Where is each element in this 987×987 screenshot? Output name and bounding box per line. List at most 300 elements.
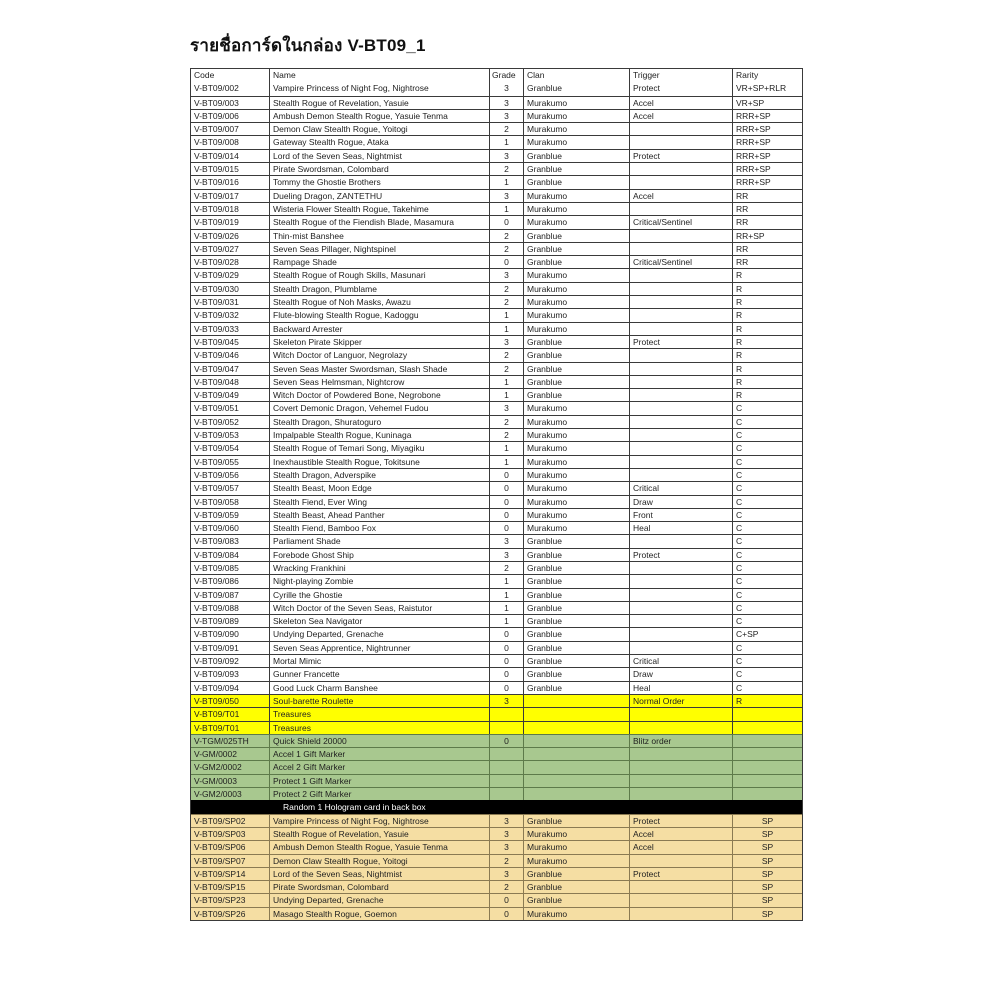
cell-trigger: Protect xyxy=(629,549,732,561)
table-row xyxy=(191,495,802,508)
cell-grade xyxy=(489,775,523,787)
cell-trigger xyxy=(629,628,732,640)
cell-clan: Granblue xyxy=(523,163,629,175)
table-row xyxy=(191,774,802,787)
cell-code: V-BT09/018 xyxy=(194,203,239,214)
cell-name: Stealth Rogue of Revelation, Yasuie xyxy=(269,828,489,840)
cell-code: V-BT09/085 xyxy=(194,562,239,573)
cell-code: V-BT09/086 xyxy=(194,576,239,587)
table-row xyxy=(191,481,802,494)
cell-name: Tommy the Ghostie Brothers xyxy=(269,176,489,188)
cell-name: Witch Doctor of Languor, Negrolazy xyxy=(269,349,489,361)
cell-rarity: RR xyxy=(732,203,802,215)
cell-rarity: R xyxy=(732,389,802,401)
cell-clan: Murakumo xyxy=(523,416,629,428)
cell-trigger xyxy=(629,296,732,308)
cell-trigger xyxy=(629,269,732,281)
cell-clan: Granblue xyxy=(523,82,629,95)
cell-trigger xyxy=(629,136,732,148)
cell-code: V-BT09/SP06 xyxy=(191,841,269,853)
table-row xyxy=(191,82,802,95)
cell-clan: Granblue xyxy=(523,176,629,188)
cell-grade: 2 xyxy=(489,349,523,361)
cell-code: V-BT09/SP07 xyxy=(191,855,269,867)
cell-trigger xyxy=(629,881,732,893)
table-row xyxy=(191,601,802,614)
cell-trigger: Heal xyxy=(629,682,732,694)
cell-rarity xyxy=(732,775,802,787)
cell-code: V-BT09/007 xyxy=(194,124,239,135)
table-row xyxy=(191,667,802,680)
cell-rarity xyxy=(732,748,802,760)
cell-grade: 1 xyxy=(489,203,523,215)
cell-grade: 1 xyxy=(489,309,523,321)
cell-clan: Granblue xyxy=(523,602,629,614)
cell-name: Witch Doctor of Powdered Bone, Negrobone xyxy=(269,389,489,401)
cell-code: V-BT09/051 xyxy=(194,403,239,414)
cell-rarity: RR xyxy=(732,190,802,202)
cell-name: Parliament Shade xyxy=(269,535,489,547)
cell-rarity xyxy=(732,722,802,734)
cell-name: Stealth Rogue of Revelation, Yasuie xyxy=(269,97,489,109)
cell-name: Stealth Beast, Moon Edge xyxy=(269,482,489,494)
cell-grade: 2 xyxy=(489,243,523,255)
cell-grade: 0 xyxy=(489,668,523,680)
cell-trigger xyxy=(629,230,732,242)
cell-grade: 0 xyxy=(489,642,523,654)
cell-grade: 1 xyxy=(489,323,523,335)
section-divider-label: Random 1 Hologram card in back box xyxy=(283,802,426,813)
cell-trigger: Accel xyxy=(629,828,732,840)
table-row xyxy=(191,654,802,667)
table-row xyxy=(191,508,802,521)
cell-code: V-BT09/SP03 xyxy=(191,828,269,840)
cell-trigger xyxy=(629,363,732,375)
cell-grade: 1 xyxy=(489,575,523,587)
cell-rarity: R xyxy=(732,269,802,281)
cell-trigger: Draw xyxy=(629,496,732,508)
cell-rarity: RR xyxy=(732,216,802,228)
cell-code: V-GM/0003 xyxy=(191,775,269,787)
cell-grade: 3 xyxy=(489,815,523,827)
cell-grade: 2 xyxy=(489,855,523,867)
cell-grade xyxy=(489,748,523,760)
cell-code: V-BT09/088 xyxy=(194,602,239,613)
cell-rarity: C xyxy=(732,509,802,521)
table-row xyxy=(191,548,802,561)
cell-grade: 1 xyxy=(489,376,523,388)
cell-rarity: C xyxy=(732,602,802,614)
cell-clan: Murakumo xyxy=(523,269,629,281)
cell-grade: 3 xyxy=(489,336,523,348)
table-row xyxy=(191,255,802,268)
cell-trigger: Critical/Sentinel xyxy=(629,256,732,268)
cell-grade: 3 xyxy=(489,110,523,122)
cell-code: V-BT09/008 xyxy=(194,137,239,148)
cell-grade: 0 xyxy=(489,256,523,268)
cell-grade: 1 xyxy=(489,615,523,627)
cell-trigger xyxy=(629,203,732,215)
cell-clan: Granblue xyxy=(523,868,629,880)
cell-name: Stealth Beast, Ahead Panther xyxy=(269,509,489,521)
cell-trigger: Accel xyxy=(629,110,732,122)
cell-trigger xyxy=(629,602,732,614)
table-row xyxy=(191,375,802,388)
table-row xyxy=(191,521,802,534)
cell-grade: 3 xyxy=(489,97,523,109)
cell-trigger xyxy=(629,389,732,401)
cell-trigger xyxy=(629,908,732,920)
cell-name: Stealth Rogue of Temari Song, Miyagiku xyxy=(269,442,489,454)
cell-rarity: C xyxy=(732,442,802,454)
cell-code: V-BT09/SP26 xyxy=(191,908,269,920)
cell-rarity: RR xyxy=(732,243,802,255)
cell-grade: 0 xyxy=(489,216,523,228)
table-row xyxy=(191,760,802,773)
cell-trigger xyxy=(629,575,732,587)
cell-clan xyxy=(523,722,629,734)
cell-rarity: R xyxy=(732,296,802,308)
cell-name: Stealth Rogue of the Fiendish Blade, Masamura xyxy=(269,216,489,228)
cell-rarity: SP xyxy=(732,908,802,920)
cell-name: Gunner Francette xyxy=(269,668,489,680)
cell-clan: Murakumo xyxy=(523,123,629,135)
cell-rarity: R xyxy=(732,323,802,335)
table-row xyxy=(191,362,802,375)
cell-clan: Murakumo xyxy=(523,216,629,228)
cell-rarity: RR+SP xyxy=(732,230,802,242)
cell-trigger xyxy=(629,894,732,906)
cell-code: V-BT09/032 xyxy=(194,310,239,321)
table-row xyxy=(191,109,802,122)
table-row xyxy=(191,441,802,454)
column-header-name: Name xyxy=(269,69,489,82)
cell-name: Flute-blowing Stealth Rogue, Kadoggu xyxy=(269,309,489,321)
cell-trigger xyxy=(629,402,732,414)
cell-clan: Granblue xyxy=(523,150,629,162)
cell-clan: Granblue xyxy=(523,815,629,827)
cell-code: V-BT09/049 xyxy=(194,390,239,401)
cell-rarity: C xyxy=(732,668,802,680)
cell-trigger xyxy=(629,748,732,760)
cell-rarity: RRR+SP xyxy=(732,176,802,188)
cell-name: Skeleton Sea Navigator xyxy=(269,615,489,627)
cell-trigger xyxy=(629,309,732,321)
table-row xyxy=(191,893,802,906)
cell-name: Soul-barette Roulette xyxy=(269,695,489,707)
cell-rarity: SP xyxy=(732,894,802,906)
cell-trigger: Protect xyxy=(629,868,732,880)
cell-rarity: R xyxy=(732,695,802,707)
cell-rarity: C xyxy=(732,655,802,667)
cell-rarity: C xyxy=(732,456,802,468)
cell-name: Seven Seas Apprentice, Nightrunner xyxy=(269,642,489,654)
cell-trigger xyxy=(629,775,732,787)
cell-trigger: Accel xyxy=(629,97,732,109)
cell-name: Rampage Shade xyxy=(269,256,489,268)
table-row xyxy=(191,574,802,587)
cell-grade xyxy=(489,761,523,773)
cell-clan: Granblue xyxy=(523,894,629,906)
table-body xyxy=(191,82,802,920)
column-header-code: Code xyxy=(194,70,215,80)
table-row xyxy=(191,734,802,747)
cell-grade: 0 xyxy=(489,735,523,747)
cell-name: Stealth Fiend, Ever Wing xyxy=(269,496,489,508)
cell-rarity: C xyxy=(732,496,802,508)
cell-code: V-BT09/SP02 xyxy=(191,815,269,827)
cell-trigger xyxy=(629,469,732,481)
cell-code: V-BT09/054 xyxy=(194,443,239,454)
cell-trigger: Draw xyxy=(629,668,732,680)
table-row xyxy=(191,122,802,135)
cell-code: V-BT09/026 xyxy=(194,230,239,241)
cell-trigger xyxy=(629,456,732,468)
cell-rarity: C xyxy=(732,469,802,481)
cell-name: Stealth Dragon, Plumblame xyxy=(269,283,489,295)
cell-rarity: C xyxy=(732,402,802,414)
cell-name: Treasures xyxy=(269,708,489,720)
cell-grade: 1 xyxy=(489,176,523,188)
table-row xyxy=(191,840,802,853)
cell-clan: Murakumo xyxy=(523,509,629,521)
column-header-trigger: Trigger xyxy=(629,69,732,82)
cell-clan: Granblue xyxy=(523,655,629,667)
cell-name: Skeleton Pirate Skipper xyxy=(269,336,489,348)
cell-rarity: SP xyxy=(732,868,802,880)
cell-grade: 2 xyxy=(489,163,523,175)
cell-name: Wracking Frankhini xyxy=(269,562,489,574)
cell-rarity: C xyxy=(732,535,802,547)
cell-clan: Murakumo xyxy=(523,110,629,122)
cell-code: V-BT09/087 xyxy=(194,589,239,600)
cell-grade: 3 xyxy=(489,828,523,840)
cell-grade: 0 xyxy=(489,628,523,640)
cell-clan: Murakumo xyxy=(523,429,629,441)
cell-trigger xyxy=(629,855,732,867)
table-row xyxy=(191,561,802,574)
cell-trigger: Accel xyxy=(629,190,732,202)
page-title: รายชื่อการ์ดในกล่อง V-BT09_1 xyxy=(190,36,426,55)
cell-trigger xyxy=(629,163,732,175)
table-row xyxy=(191,175,802,188)
cell-grade: 1 xyxy=(489,589,523,601)
cell-grade: 3 xyxy=(489,841,523,853)
cell-clan xyxy=(523,788,629,800)
cell-rarity: RRR+SP xyxy=(732,136,802,148)
cell-code: V-BT09/031 xyxy=(194,297,239,308)
cell-rarity: C+SP xyxy=(732,628,802,640)
table-row xyxy=(191,189,802,202)
cell-code: V-BT09/030 xyxy=(194,283,239,294)
cell-grade: 1 xyxy=(489,442,523,454)
cell-rarity: C xyxy=(732,429,802,441)
table-row xyxy=(191,348,802,361)
cell-code: V-TGM/025TH xyxy=(191,735,269,747)
cell-grade: 2 xyxy=(489,123,523,135)
cell-name: Protect 1 Gift Marker xyxy=(269,775,489,787)
cell-rarity xyxy=(732,788,802,800)
cell-trigger xyxy=(629,123,732,135)
cell-clan: Murakumo xyxy=(523,496,629,508)
cell-clan: Granblue xyxy=(523,376,629,388)
cell-clan: Granblue xyxy=(523,589,629,601)
table-row xyxy=(191,641,802,654)
cell-name: Covert Demonic Dragon, Vehemel Fudou xyxy=(269,402,489,414)
cell-code: V-BT09/084 xyxy=(194,549,239,560)
cell-grade: 0 xyxy=(489,894,523,906)
cell-clan: Murakumo xyxy=(523,283,629,295)
cell-trigger: Blitz order xyxy=(629,735,732,747)
cell-name: Treasures xyxy=(269,722,489,734)
cell-clan: Murakumo xyxy=(523,482,629,494)
cell-code: V-BT09/046 xyxy=(194,350,239,361)
cell-code: V-BT09/014 xyxy=(194,150,239,161)
cell-grade: 1 xyxy=(489,456,523,468)
cell-name: Lord of the Seven Seas, Nightmist xyxy=(269,868,489,880)
cell-grade: 1 xyxy=(489,136,523,148)
cell-clan: Murakumo xyxy=(523,136,629,148)
cell-clan: Granblue xyxy=(523,668,629,680)
cell-rarity: R xyxy=(732,376,802,388)
cell-rarity: RRR+SP xyxy=(732,150,802,162)
cell-clan: Granblue xyxy=(523,535,629,547)
table-row xyxy=(191,681,802,694)
cell-code: V-BT09/003 xyxy=(194,97,239,108)
cell-rarity: SP xyxy=(732,855,802,867)
cell-clan: Granblue xyxy=(523,363,629,375)
cell-name: Undying Departed, Grenache xyxy=(269,628,489,640)
table-row xyxy=(191,215,802,228)
table-row xyxy=(191,694,802,707)
cell-trigger: Protect xyxy=(629,336,732,348)
cell-rarity xyxy=(732,761,802,773)
cell-name: Masago Stealth Rogue, Goemon xyxy=(269,908,489,920)
cell-code: V-BT09/SP14 xyxy=(191,868,269,880)
cell-grade: 3 xyxy=(489,269,523,281)
cell-grade: 2 xyxy=(489,296,523,308)
cell-trigger: Normal Order xyxy=(629,695,732,707)
cell-code: V-BT09/089 xyxy=(194,616,239,627)
cell-name: Lord of the Seven Seas, Nightmist xyxy=(269,150,489,162)
cell-trigger xyxy=(629,429,732,441)
table-row xyxy=(191,96,802,109)
cell-name: Good Luck Charm Banshee xyxy=(269,682,489,694)
table-row xyxy=(191,814,802,827)
cell-code: V-BT09/052 xyxy=(194,416,239,427)
cell-grade: 2 xyxy=(489,881,523,893)
cell-clan: Granblue xyxy=(523,575,629,587)
table-row xyxy=(191,415,802,428)
cell-rarity: SP xyxy=(732,881,802,893)
table-row xyxy=(191,721,802,734)
cell-trigger xyxy=(629,788,732,800)
cell-name: Stealth Fiend, Bamboo Fox xyxy=(269,522,489,534)
cell-trigger xyxy=(629,442,732,454)
column-header-grade: Grade xyxy=(489,69,523,82)
cell-rarity: VR+SP+RLR xyxy=(732,82,802,95)
table-row xyxy=(191,627,802,640)
table-row xyxy=(191,295,802,308)
cell-rarity: C xyxy=(732,549,802,561)
cell-name: Accel 1 Gift Marker xyxy=(269,748,489,760)
cell-name: Inexhaustible Stealth Rogue, Tokitsune xyxy=(269,456,489,468)
cell-trigger: Front xyxy=(629,509,732,521)
cell-code: V-BT09/092 xyxy=(194,656,239,667)
cell-rarity: C xyxy=(732,575,802,587)
table-row xyxy=(191,614,802,627)
cell-clan: Murakumo xyxy=(523,908,629,920)
cell-clan: Granblue xyxy=(523,256,629,268)
cell-grade: 0 xyxy=(489,509,523,521)
cell-trigger xyxy=(629,416,732,428)
cell-trigger xyxy=(629,708,732,720)
cell-rarity: VR+SP xyxy=(732,97,802,109)
cell-name: Thin-mist Banshee xyxy=(269,230,489,242)
cell-name: Seven Seas Master Swordsman, Slash Shade xyxy=(269,363,489,375)
cell-trigger xyxy=(629,283,732,295)
cell-rarity: SP xyxy=(732,815,802,827)
table-row xyxy=(191,588,802,601)
cell-trigger: Protect xyxy=(629,150,732,162)
cell-code: V-BT09/027 xyxy=(194,243,239,254)
cell-grade: 3 xyxy=(489,549,523,561)
table-row xyxy=(191,202,802,215)
cell-name: Vampire Princess of Night Fog, Nightrose xyxy=(269,82,489,95)
cell-clan: Granblue xyxy=(523,682,629,694)
cell-name: Seven Seas Helmsman, Nightcrow xyxy=(269,376,489,388)
table-row xyxy=(191,907,802,920)
cell-grade: 0 xyxy=(489,682,523,694)
cell-name: Demon Claw Stealth Rogue, Yoitogi xyxy=(269,123,489,135)
cell-name: Witch Doctor of the Seven Seas, Raistutor xyxy=(269,602,489,614)
cell-rarity: C xyxy=(732,416,802,428)
cell-name: Gateway Stealth Rogue, Ataka xyxy=(269,136,489,148)
table-row xyxy=(191,867,802,880)
cell-trigger xyxy=(629,376,732,388)
cell-rarity: SP xyxy=(732,828,802,840)
cell-grade xyxy=(489,788,523,800)
cell-name: Accel 2 Gift Marker xyxy=(269,761,489,773)
cell-trigger xyxy=(629,562,732,574)
cell-clan: Murakumo xyxy=(523,828,629,840)
table-row xyxy=(191,468,802,481)
cell-grade: 3 xyxy=(489,868,523,880)
cell-code: V-BT09/017 xyxy=(194,190,239,201)
cell-clan: Granblue xyxy=(523,336,629,348)
cell-rarity: C xyxy=(732,642,802,654)
cell-name: Undying Departed, Grenache xyxy=(269,894,489,906)
cell-name: Vampire Princess of Night Fog, Nightrose xyxy=(269,815,489,827)
cell-rarity: R xyxy=(732,309,802,321)
cell-clan xyxy=(523,761,629,773)
cell-code: V-BT09/053 xyxy=(194,430,239,441)
cell-rarity: SP xyxy=(732,841,802,853)
cell-code: V-BT09/SP15 xyxy=(191,881,269,893)
cell-clan: Granblue xyxy=(523,243,629,255)
cell-code: V-BT09/048 xyxy=(194,376,239,387)
cell-clan xyxy=(523,775,629,787)
cell-grade: 0 xyxy=(489,496,523,508)
cell-name: Night-playing Zombie xyxy=(269,575,489,587)
cell-name: Stealth Dragon, Adverspike xyxy=(269,469,489,481)
table-row xyxy=(191,335,802,348)
cell-name: Stealth Rogue of Noh Masks, Awazu xyxy=(269,296,489,308)
cell-clan: Murakumo xyxy=(523,841,629,853)
cell-rarity: C xyxy=(732,615,802,627)
cell-clan: Granblue xyxy=(523,389,629,401)
cell-grade: 2 xyxy=(489,283,523,295)
